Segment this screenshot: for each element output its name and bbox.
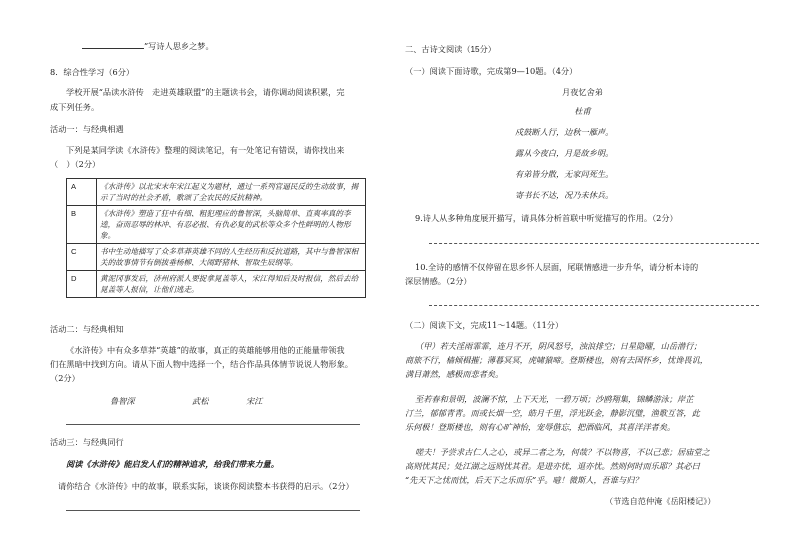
- table-row: [67, 179, 366, 206]
- question-10-line1: 10.全诗的感情不仅停留在思乡怀人层面，尾联情感进一步升华，请分析本诗的: [415, 262, 699, 272]
- note-label: B: [67, 206, 97, 244]
- passage-line: 商旅不行，樯倾楫摧；薄暮冥冥，虎啸猿啼。登斯楼也，则有去国怀乡，忧谗畏讥，: [405, 355, 708, 365]
- passage-line: （甲）若夫淫雨霏霏，连月不开，阴风怒号，浊浪排空；日星隐曜，山岳潜行；: [415, 341, 702, 351]
- activity1-desc-line1: 下列是某同学读《水浒传》整理的阅读笔记，有一处笔记有错误，请你找出来: [66, 145, 345, 155]
- table-row: [67, 206, 366, 244]
- note-label: D: [67, 271, 97, 298]
- poem-line: 寄书长不达，况乃未休兵。: [515, 190, 614, 200]
- question-10-line2: 深层情感。（2分）: [405, 276, 472, 286]
- poem-line: 露从今夜白，月是故乡明。: [515, 148, 614, 158]
- top-line-text: ”写诗人思乡之梦。: [144, 41, 214, 51]
- passage-line: 至若春和景明，波澜不惊，上下天光，一碧万顷；沙鸥翔集，锦鳞游泳；岸芷: [415, 394, 694, 404]
- passage-line: 汀兰，郁郁青青。而或长烟一空，皓月千里，浮光跃金，静影沉璧，渔歌互答，此: [405, 408, 700, 418]
- note-text: 《水浒传》以北宋末年宋江起义为题材，通过一系列官逼民反的生动故事，揭示了当时的社会矛盾，歌颂了全农民的反抗精神。: [97, 179, 366, 206]
- passage-line: “先天下之忧而忧，后天下之乐而乐”乎。噫！微斯人，吾谁与归？: [405, 475, 643, 485]
- character-option[interactable]: 鲁智深: [110, 396, 135, 406]
- character-option[interactable]: 武松: [192, 396, 209, 406]
- answer-line[interactable]: [66, 510, 360, 511]
- activity3-quote: 阅读《水浒传》能启发人们的精神追求，给我们带来力量。: [66, 459, 279, 469]
- note-text: 黄泥冈事发后，济州府派人要捉拿晁盖等人，宋江得知后及时报信，然后去给晁盖等人报信，让他们逃走。: [97, 271, 366, 298]
- activity2-score: （2分）: [50, 373, 80, 383]
- note-text: 《水浒传》塑造了狂中有细、粗犯理应的鲁智深，头脑简单、直爽率真的李逵，奋而忍辱的林冲、有忍必报、有仇必复的武松等众多个性鲜明的人物形象。: [97, 206, 366, 244]
- part2-title: （二）阅读下文，完成11～14题。（11分）: [405, 320, 564, 330]
- section-title: 二、古诗文阅读（15分）: [405, 45, 496, 54]
- q8-intro-line2: 成下列任务。: [50, 102, 100, 112]
- table-row: [67, 244, 366, 271]
- q8-title: 8．综合性学习（6分）: [50, 67, 135, 77]
- passage-line: 乐何极！登斯楼也，则有心旷神怡，宠辱偕忘，把酒临风，其喜洋洋者矣。: [405, 422, 676, 432]
- passage-line: 满目萧然，感极而悲者矣。: [405, 369, 504, 379]
- note-label: A: [67, 179, 97, 206]
- poem-line: 有弟皆分散，无家问死生。: [515, 169, 614, 179]
- reading-notes-table: [66, 178, 366, 298]
- table-row: [67, 271, 366, 298]
- answer-blank[interactable]: [82, 40, 144, 49]
- answer-line[interactable]: [66, 424, 360, 425]
- activity1-title: 活动一：与经典相遇: [50, 125, 124, 134]
- note-text: 书中生动地描写了众多草莽英雄不同的人生经历和反抗道路，其中与鲁智深相关的故事情节有倒拔垂杨柳、大闹野猪林、智取生辰纲等。: [97, 244, 366, 271]
- poem-line: 戍鼓断人行，边秋一雁声。: [515, 127, 614, 137]
- character-option[interactable]: 宋江: [246, 396, 263, 406]
- passage-line: 嗟夫！予尝求古仁人之心，或异二者之为，何哉？不以物喜，不以己悲；居庙堂之: [415, 447, 710, 457]
- activity1-desc-line2: （ ）（2分）: [50, 159, 101, 169]
- poem-author: 杜甫: [574, 106, 591, 116]
- passage-line: 高则忧其民；处江湖之远则忧其君。是进亦忧，退亦忧。然则何时而乐耶？其必曰: [405, 461, 700, 471]
- answer-line-top: [82, 40, 214, 52]
- part1-title: （一）阅读下面诗歌，完成第9—10题。（4分）: [405, 66, 578, 76]
- q8-intro-line1: 学校开展“品读水浒传 走进英雄联盟”的主题读书会，请你调动阅读积累，完: [66, 87, 345, 97]
- activity2-desc-line1: 《水浒传》中有众多草莽“英雄”的故事，真正的英雄能够用他的正能量带领我: [66, 345, 345, 355]
- passage-source: （节选自范仲淹《岳阳楼记》）: [605, 496, 716, 506]
- answer-line[interactable]: [429, 305, 759, 306]
- poem-title: 月夜忆舍弟: [562, 87, 603, 97]
- activity3-desc: 请你结合《水浒传》中的故事，联系实际，谈谈你阅读整本书获得的启示。（2分）: [58, 481, 354, 491]
- activity3-title: 活动三：与经典同行: [50, 438, 124, 447]
- question-9: 9.诗人从多种角度展开描写，请具体分析首联中听觉描写的作用。（2分）: [415, 213, 678, 223]
- answer-line[interactable]: [429, 243, 759, 244]
- activity2-desc-line2: 们在黑暗中找到方向。请从下面人物中选择一个，结合作品具体情节说说人物形象。: [50, 359, 353, 369]
- activity2-title: 活动二：与经典相知: [50, 325, 124, 334]
- note-label: C: [67, 244, 97, 271]
